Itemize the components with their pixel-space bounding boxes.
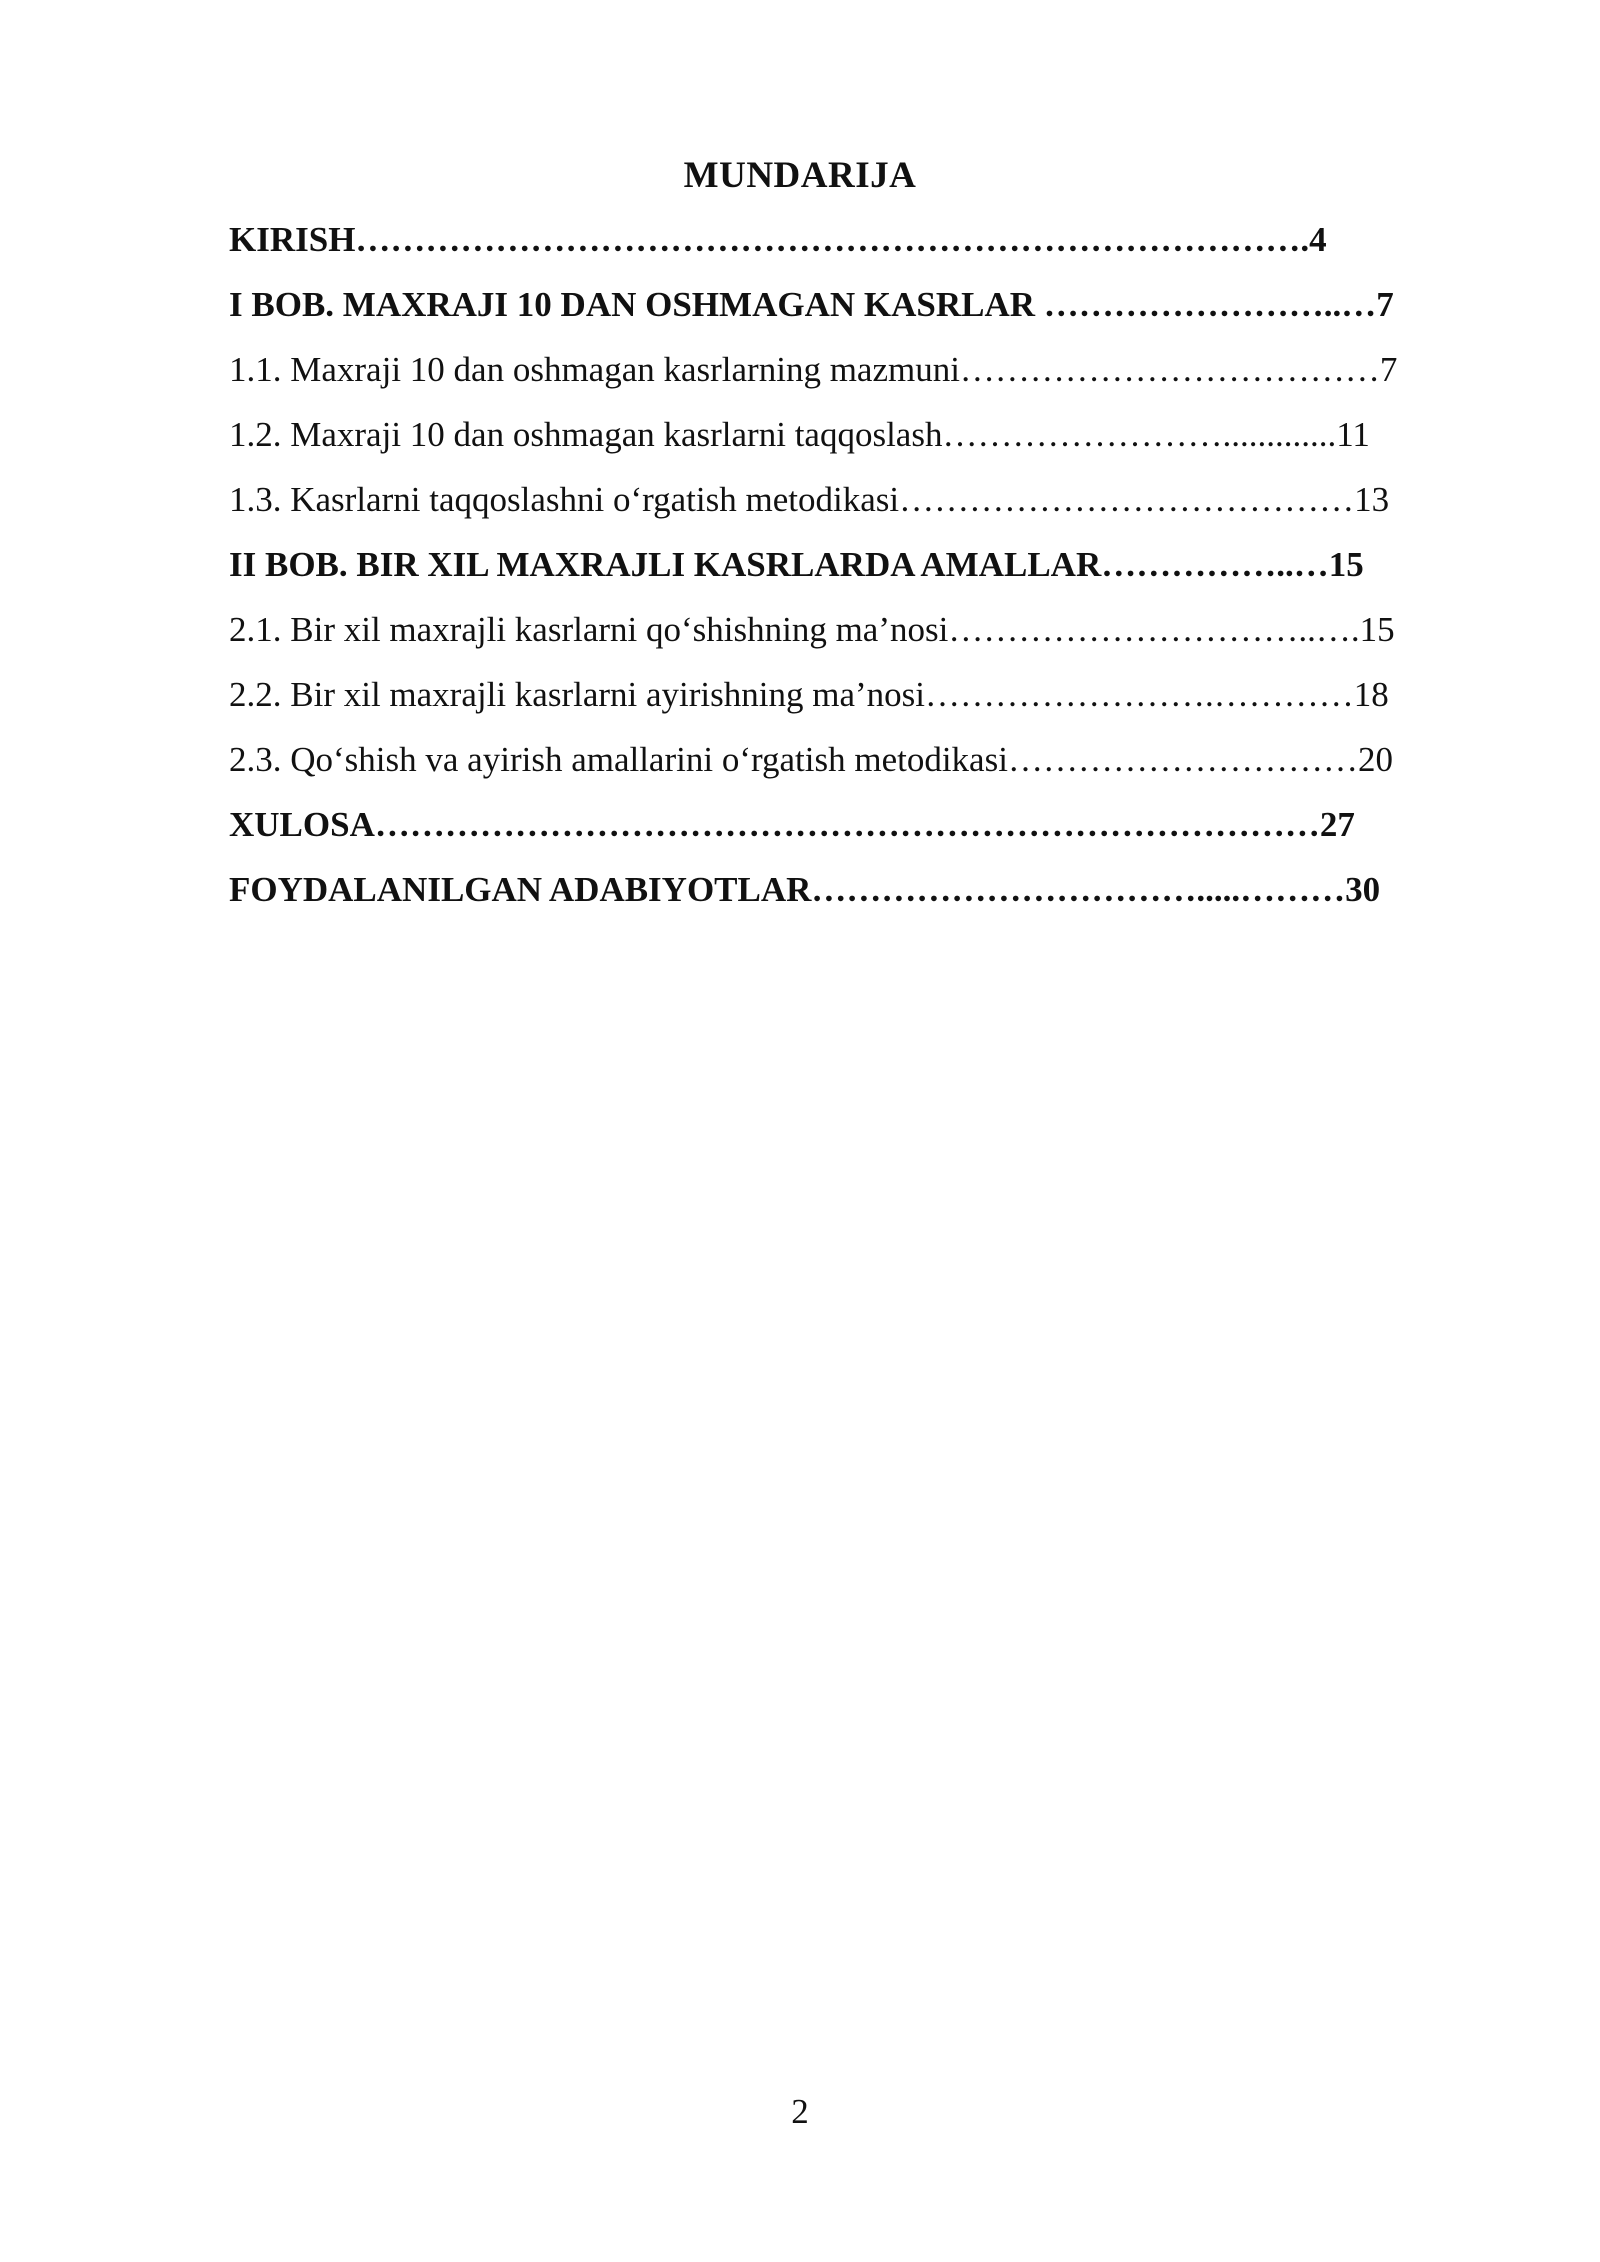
toc-entry-section-1-3: 1.3. Kasrlarni taqqoslashni o‘rgatish metodikasi…………………………………13	[229, 480, 1390, 519]
toc-entry-section-2-2: 2.2. Bir xil maxrajli kasrlarni ayirishning ma’nosi…………………….…………18	[229, 675, 1389, 714]
toc-entry-xulosa: XULOSA………………………………………………………………………27	[229, 805, 1355, 844]
toc-entry-section-1-1: 1.1. Maxraji 10 dan oshmagan kasrlarning mazmuni………………………………7	[229, 350, 1398, 389]
toc-entry-chapter-2: II BOB. BIR XIL MAXRAJLI KASRLARDA AMALLAR……………..…15	[229, 545, 1364, 584]
toc-entry-section-1-2: 1.2. Maxraji 10 dan oshmagan kasrlarni taqqoslash…………………….............11	[229, 415, 1370, 454]
table-of-contents	[229, 212, 1489, 927]
toc-entry-kirish: KIRISH……………………………………………………………………….4	[229, 220, 1327, 259]
toc-title: MUNDARIJA	[683, 155, 917, 196]
toc-entry-references: FOYDALANILGAN ADABIYOTLAR…………………………….....………30	[229, 870, 1381, 909]
toc-entry-section-2-1: 2.1. Bir xil maxrajli kasrlarni qo‘shishning ma’nosi…………………………..….15	[229, 610, 1395, 649]
toc-entry-section-2-3: 2.3. Qo‘shish va ayirish amallarini o‘rgatish metodikasi…………………………20	[229, 740, 1393, 779]
page-number: 2	[791, 2092, 809, 2131]
toc-entry-chapter-1: I BOB. MAXRAJI 10 DAN OSHMAGAN KASRLAR ……………………..…7	[229, 285, 1394, 324]
